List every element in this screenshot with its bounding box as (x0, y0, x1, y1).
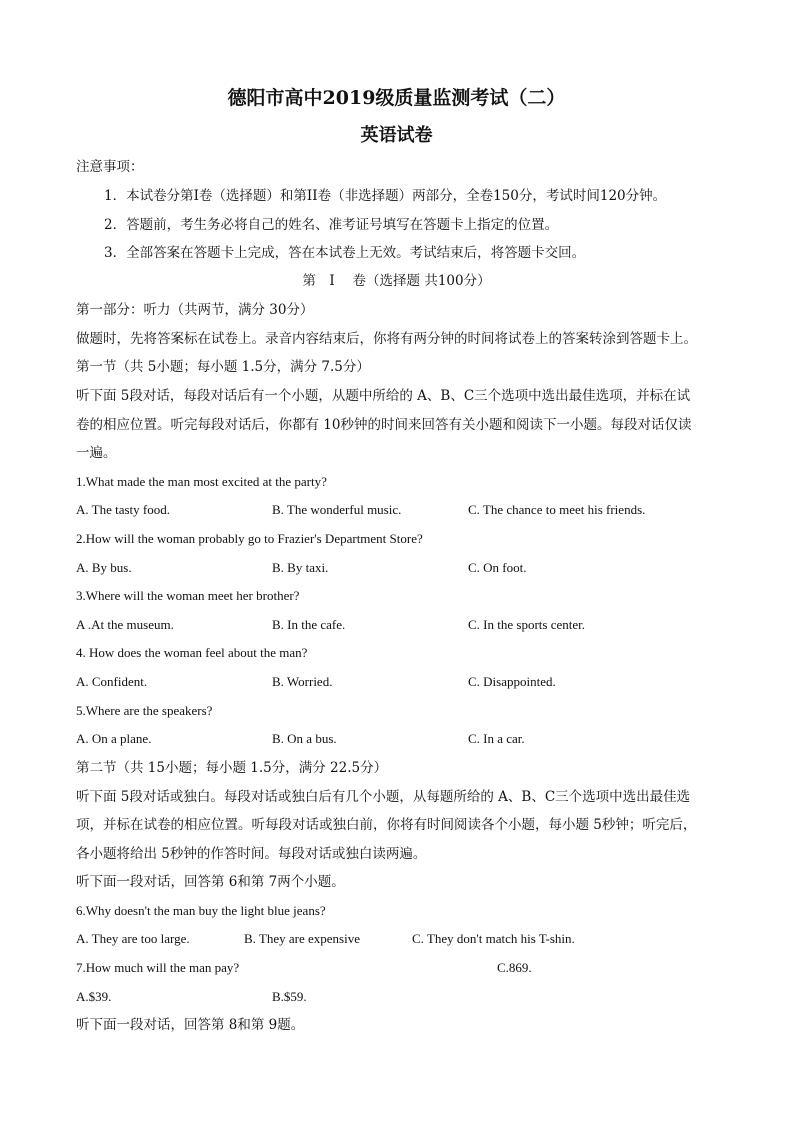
section2-heading: 第二节（共 15小题；每小题 1.5分，满分 22.5分） (76, 760, 388, 776)
section1-heading: 第一节（共 5小题；每小题 1.5分，满分 7.5分） (76, 359, 370, 375)
section2-instructions-line: 项，并标在试卷的相应位置。听每段对话或独白前，你将有时间阅读各个小题，每小题 5秒钟；听完后， (76, 817, 697, 833)
option-b: B. Worried. (272, 674, 333, 689)
option-c: C. Disappointed. (468, 674, 556, 689)
option-c: C. On foot. (468, 560, 527, 575)
option-a: A. By bus. (76, 560, 132, 575)
question-stem: 2.How will the woman probably go to Frazier's Department Store? (76, 531, 423, 546)
section1-instructions-line: 一遍。 (76, 445, 117, 461)
part1-heading: 第一部分：听力（共两节，满分 30分） (76, 302, 314, 318)
option-a: A.$39. (76, 989, 112, 1004)
part1-instructions: 做题时，先将答案标在试卷上。录音内容结束后，你将有两分钟的时间将试卷上的答案转涂到答题卡上。 (76, 331, 697, 347)
option-c: C. In a car. (468, 731, 525, 746)
option-b: B. They are expensive (244, 931, 360, 946)
question-stem: 3.Where will the woman meet her brother? (76, 588, 300, 603)
subject-title: 英语试卷 (360, 125, 433, 146)
option-a: A. On a plane. (76, 731, 152, 746)
option-a: A. They are too large. (76, 931, 190, 946)
section1-instructions-line: 听下面 5段对话，每段对话后有一个小题，从题中所给的 A、B、C三个选项中选出最佳选项，并标在试 (76, 388, 691, 404)
notes-heading: 注意事项： (76, 159, 144, 175)
section2-instructions-line: 各小题将给出 5秒钟的作答时间。每段对话或独白读两遍。 (76, 846, 427, 862)
option-a: A .At the museum. (76, 617, 174, 632)
option-c: C. They don't match his T-shin. (412, 931, 575, 946)
option-c: C. In the sports center. (468, 617, 585, 632)
option-c: C. The chance to meet his friends. (468, 502, 646, 517)
option-a: A. Confident. (76, 674, 148, 689)
question-stem: 6.Why doesn't the man buy the light blue jeans? (76, 903, 326, 918)
option-a: A. The tasty food. (76, 502, 170, 517)
note-item-1: 1．本试卷分第I卷（选择题）和第II卷（非选择题）两部分，全卷150分，考试时间120分钟。 (104, 188, 667, 204)
note-item-2: 2．答题前，考生务必将自己的姓名、准考证号填写在答题卡上指定的位置。 (104, 217, 559, 233)
section2-instructions-line: 听下面 5段对话或独白。每段对话或独白后有几个小题，从每题所给的 A、B、C三个选项中选出最佳选 (76, 789, 691, 805)
section1-instructions-line: 卷的相应位置。听完每段对话后，你都有 10秒钟的时间来回答有关小题和阅读下一小题。每段对话仅读 (76, 417, 692, 433)
note-item-3: 3．全部答案在答题卡上完成，答在本试卷上无效。考试结束后，将答题卡交回。 (104, 245, 586, 261)
question-stem: 4. How does the woman feel about the man? (76, 645, 308, 660)
option-b: B.$59. (272, 989, 307, 1004)
question-stem: 5.Where are the speakers? (76, 703, 213, 718)
question-stem: 1.What made the man most excited at the party? (76, 474, 327, 489)
option-b: B. On a bus. (272, 731, 337, 746)
option-c: C.869. (497, 960, 532, 975)
volume-heading: 第 I 卷（选择题 共100分） (302, 273, 491, 289)
option-b: B. In the cafe. (272, 617, 346, 632)
exam-title: 德阳市高中2019级质量监测考试（二） (227, 87, 566, 109)
group-prompt: 听下面一段对话，回答第 6和第 7两个小题。 (76, 874, 345, 890)
question-stem: 7.How much will the man pay? (76, 960, 240, 975)
option-b: B. By taxi. (272, 560, 329, 575)
group-prompt: 听下面一段对话，回答第 8和第 9题。 (76, 1017, 305, 1033)
option-b: B. The wonderful music. (272, 502, 402, 517)
